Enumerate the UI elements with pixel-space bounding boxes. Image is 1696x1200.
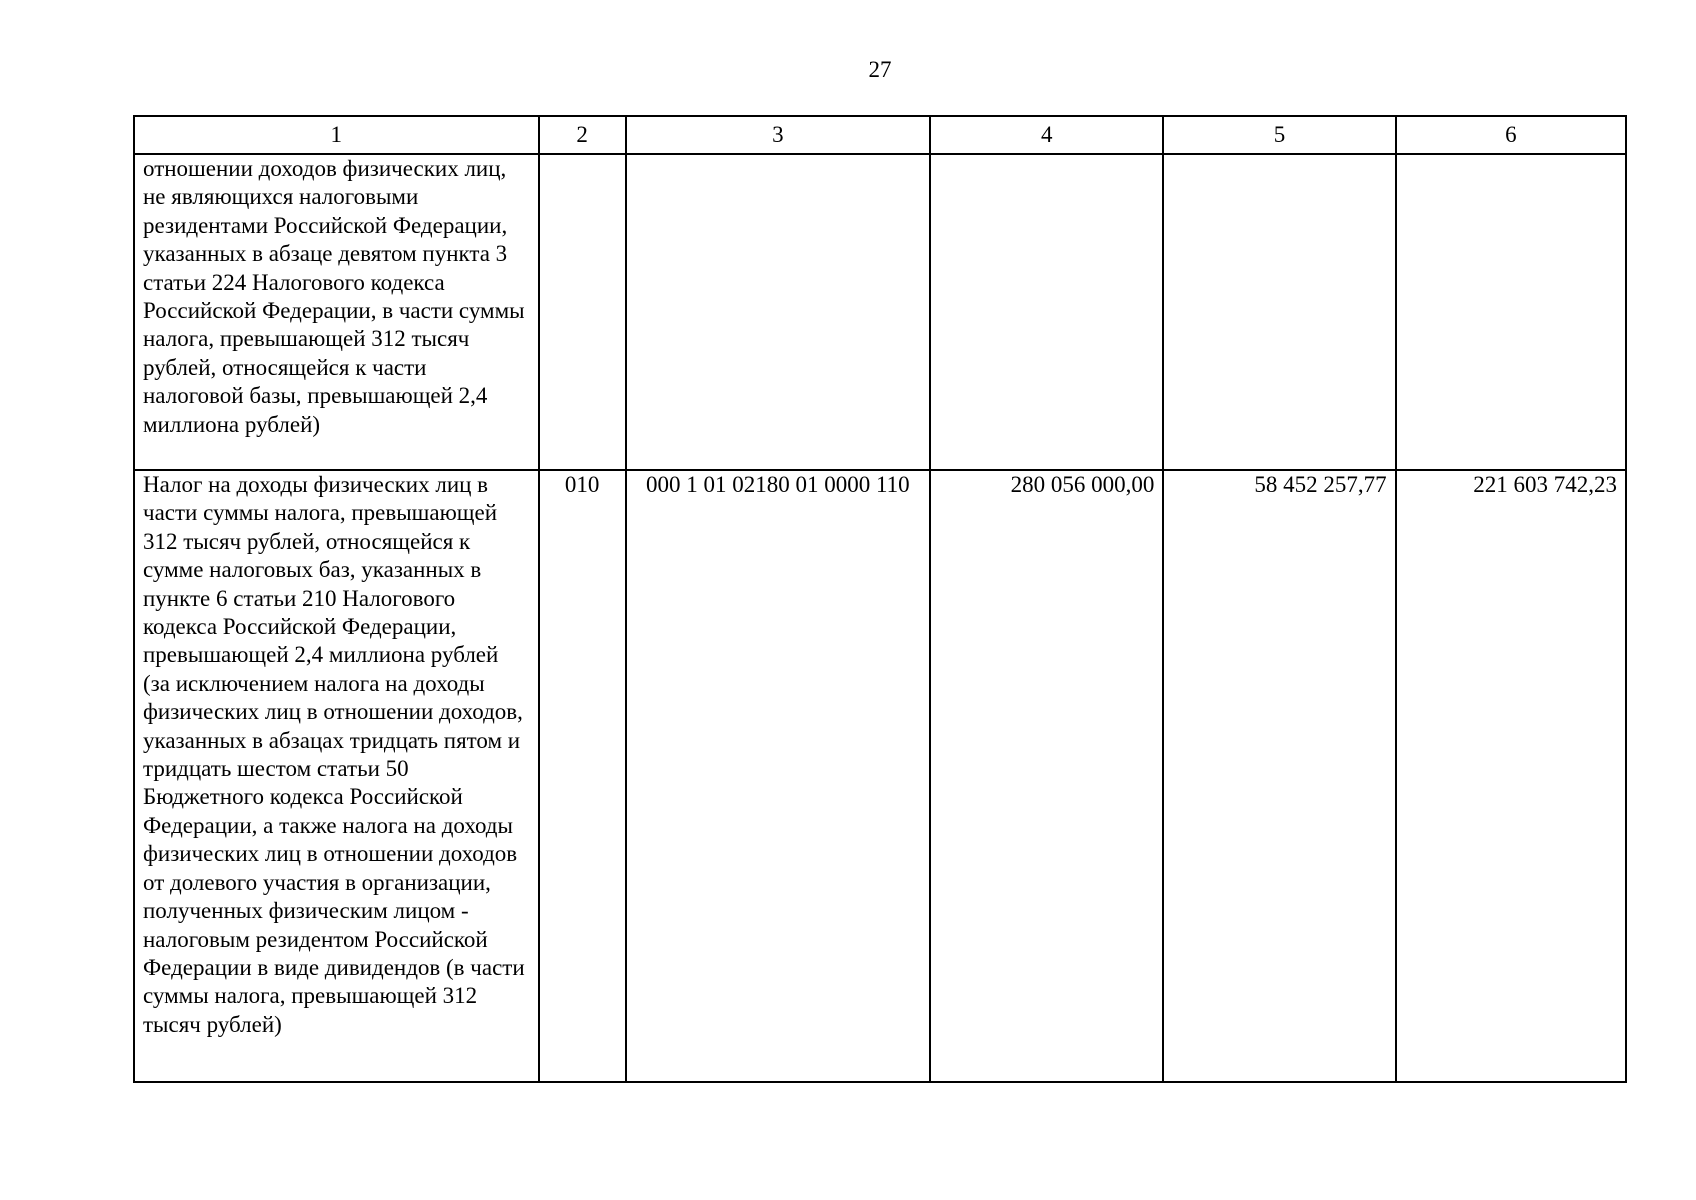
- row-col6-value: 221 603 742,23: [1396, 470, 1626, 1082]
- revenue-table: [133, 115, 1627, 1083]
- row-budget-code: [626, 154, 930, 470]
- row-line-code: 010: [539, 470, 626, 1082]
- row-description: Налог на доходы физических лиц в части суммы налога, превышающей 312 тысяч рублей, относящейся к сумме налоговых баз, указанных в пункте 6 статьи 210 Налогового кодекса Российской Федерации, превышающей 2,4 миллиона рублей (за исключением налога на доходы физических лиц в отношении доходов, указанных в абзацах тридцать пятом и тридцать шестом статьи 50 Бюджетного кодекса Российской Федерации, а также налога на доходы физических лиц в отношении доходов от долевого участия в организации, полученных физическим лицом - налоговым резидентом Российской Федерации в виде дивидендов (в части суммы налога, превышающей 312 тысяч рублей): [134, 470, 539, 1082]
- header-cell-3: 3: [626, 116, 930, 154]
- row-col5-value: 58 452 257,77: [1163, 470, 1395, 1082]
- header-cell-5: 5: [1163, 116, 1395, 154]
- row-col6-value: [1396, 154, 1626, 470]
- row-line-code: [539, 154, 626, 470]
- header-cell-6: 6: [1396, 116, 1626, 154]
- row-col4-value: [930, 154, 1163, 470]
- table-header-row: [134, 116, 1626, 154]
- row-col5-value: [1163, 154, 1395, 470]
- table-row: [134, 470, 1626, 1082]
- row-budget-code: 000 1 01 02180 01 0000 110: [626, 470, 930, 1082]
- header-cell-1: 1: [134, 116, 539, 154]
- header-cell-2: 2: [539, 116, 626, 154]
- row-col4-value: 280 056 000,00: [930, 470, 1163, 1082]
- row-description: отношении доходов физических лиц, не являющихся налоговыми резидентами Российской Федерации, указанных в абзаце девятом пункта 3 статьи 224 Налогового кодекса Российской Федерации, в части суммы налога, превышающей 312 тысяч рублей, относящейся к части налоговой базы, превышающей 2,4 миллиона рублей): [134, 154, 539, 470]
- header-cell-4: 4: [930, 116, 1163, 154]
- page-number: 27: [868, 57, 892, 82]
- table-row: [134, 154, 1626, 470]
